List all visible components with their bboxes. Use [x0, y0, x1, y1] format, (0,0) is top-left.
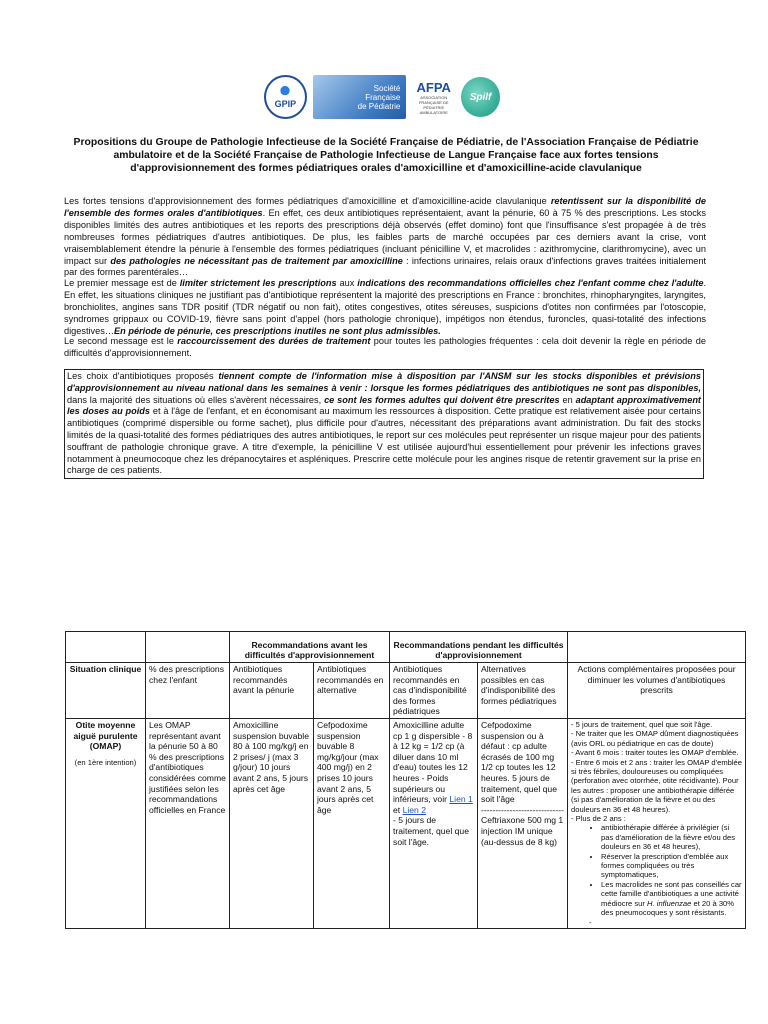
text-span: Amoxicilline adulte cp 1 g dispersible - 8 à 12 kg = 1/2 cp (à diluer dans 10 ml d'eau) toutes les 12 heures - Poids supérieurs ou inférieurs, voir	[393, 719, 473, 805]
action-item: - 5 jours de traitement, quel que soit l'âge.	[571, 719, 713, 729]
text-span: dans la majorité des situations où elles s'avèrent nécessaires,	[67, 394, 325, 405]
document-title: Propositions du Groupe de Pathologie Infectieuse de la Société Française de Pédiatrie, de l'Association Française de Pédiatrie ambulatoire et de la Société Française de Pathologie Infectieuse de Langue Française face aux fortes tensions d'approvisionnement des formes pédiatriques orales d'amoxicilline et d'amoxicilline-acide clavulanique	[73, 137, 699, 174]
text-span: . En effet, ces deux antibiotiques représentaient, avant la pénurie, 60 à 75 % des prescriptions. Les stocks disponibles limités des autres antibiotiques et les reports des prescriptions déjà observés (effet domino) font que l'insuffisance s'est propagée à de très nombreuses formes pédiatriques d'autres antibiotiques. De plus, les faibles parts de marché occupées par ces derniers avant la crise, vont vraisemblablement étendre la pénurie à l'ensemble des formes pédiatriques (incluant pénicilline V, et macrolides : azithromycine, clarithromycine), avec un impact sur	[64, 207, 706, 266]
link-2[interactable]: Lien 2	[402, 804, 426, 815]
emphasis-text: En période de pénurie, ces prescriptions inutiles ne sont plus admissibles.	[114, 325, 441, 336]
action-item: - Plus de 2 ans :	[571, 814, 626, 824]
separator: -----------------------------	[481, 804, 565, 815]
group-header-during: Recommandations pendant les difficultés d'approvisionnement	[390, 632, 568, 663]
header-alternatives-unavailable: Alternatives possibles en cas d'indisponibilité des formes pédiatriques	[478, 663, 568, 719]
text-span: et 20 à 30% des pneumocoques y sont résistants.	[601, 898, 735, 918]
sfp-logo-line3: de Pédiatrie	[357, 101, 401, 111]
header-antibiotics-alternative: Antibiotiques recommandés en alternative	[314, 663, 390, 719]
action-item: - Ne traiter que les OMAP dûment diagnostiquées (avis ORL ou pédiatrique en cas de doute)	[571, 729, 739, 748]
alternatives-unavailable-cell	[478, 718, 568, 928]
spilf-logo-text: Spilf	[469, 91, 492, 103]
text-span: aux	[336, 278, 358, 288]
text-span: . En effet, les situations cliniques ne justifiant pas d'antibiotique représentent la majorité des prescriptions en France : bronchites, rhinopharyngites, laryngites, bronchiolites, angines sans TDR positif (TDR négatif ou non fait), otites congestives, otites séreuses, suspicions d'otites non confirmées par l'otoscopie, syndromes grippaux ou COVID-19, fièvre sans point d'appel (hors pathologie chronique), impétigos non étendus, furoncles, quasi-totalité des infections digestives…	[64, 278, 706, 336]
antibiotics-unavailable-cell	[390, 718, 478, 928]
first-message-paragraph	[64, 278, 706, 338]
emphasis-text: tiennent compte de l'information mise à disposition par l'ANSM sur les stocks disponibles et prévisions d'approvisionnement au niveau national dans les semaines à venir : lorsque les formes pédiatriques des antibiotiques ne sont pas disponibles,	[67, 371, 701, 393]
text-span: et	[393, 804, 403, 815]
text-span: Les fortes tensions d'approvisionnement des formes pédiatriques d'amoxicilline et d'amoxicilline-acide clavulanique	[64, 196, 551, 206]
actions-cell	[568, 718, 746, 928]
action-bullet-list	[571, 823, 742, 917]
action-item: - Avant 6 mois : traiter toutes les OMAP d'emblée.	[571, 748, 739, 758]
second-message-paragraph	[64, 336, 706, 360]
table-column-header-row	[66, 663, 746, 719]
list-item: • Réserver la prescription d'emblée aux formes compliquées ou très symptomatiques,	[601, 852, 742, 880]
text-span: en	[559, 394, 576, 405]
list-item	[601, 880, 742, 918]
emphasis-text: limiter strictement les prescriptions	[179, 278, 337, 288]
alternative-option: Ceftriaxone 500 mg 1 injection IM unique (au-dessus de 8 kg)	[481, 815, 564, 847]
header-percentage: % des prescriptions chez l'enfant	[146, 663, 230, 719]
situation-cell	[66, 718, 146, 928]
action-item: - Entre 6 mois et 2 ans : traiter les OMAP d'emblée si très fébriles, douloureuses ou compliquées (perforation avec otorrhée, otite récidivante). Pour les autres : proposer une antibiothérapie différée (si pas d'amélioration de la fièvre et ou des douleurs en 36 et 48 heures).	[571, 757, 743, 814]
emphasis-text: indications des recommandations officielles chez l'enfant comme chez l'adulte	[357, 278, 704, 288]
table-cell	[568, 632, 746, 663]
text-span: pour toutes les pathologies fréquentes : cela doit devenir la règle en période de difficultés d'approvisionnement.	[64, 336, 706, 358]
trailing-dash: -	[589, 917, 592, 927]
text-span: Le premier message est de	[64, 278, 180, 288]
sfp-logo-line2: Française	[365, 92, 401, 102]
intro-paragraph	[64, 196, 706, 279]
sfp-logo	[313, 75, 406, 119]
header-situation: Situation clinique	[66, 663, 146, 719]
logo-strip	[264, 72, 500, 122]
situation-note: (en 1ère intention)	[74, 757, 137, 767]
emphasis-text: ce sont les formes adultes qui doivent être prescrites	[324, 394, 560, 405]
table-cell	[146, 632, 230, 663]
antibiotics-before-cell: Amoxicilline suspension buvable 80 à 100 mg/kg/j en 2 prises/ j (max 3 g/jour) 10 jours avant 2 ans, 5 jours après cet âge	[230, 718, 314, 928]
text-span: Les choix d'antibiotiques proposés	[67, 371, 219, 381]
afpa-logo	[412, 74, 455, 120]
emphasis-text: retentissent sur la disponibilité de l'ensemble des formes orales d'antibiotiques	[64, 196, 706, 218]
group-header-before: Recommandations avant les difficultés d'approvisionnement	[230, 632, 390, 663]
spilf-logo	[461, 77, 500, 117]
situation-name: Otite moyenne aiguë purulente (OMAP)	[73, 719, 138, 752]
afpa-logo-text: AFPA	[416, 79, 451, 95]
recommendations-table	[65, 631, 746, 929]
table-cell	[66, 632, 146, 663]
text-span: Les macrolides ne sont pas conseillés car cette famille d'antibiotiques a une activité médiocre sur	[601, 879, 742, 908]
duration-note: - 5 jours de traitement, quel que soit l'âge.	[393, 815, 469, 847]
box-paragraph	[67, 371, 701, 477]
header-actions: Actions complémentaires proposées pour diminuer les volumes d'antibiotiques prescrits	[568, 663, 746, 719]
table-row	[66, 718, 746, 928]
link-1[interactable]: Lien 1	[449, 794, 473, 805]
antibiotics-alternative-cell: Cefpodoxime suspension buvable 8 mg/kg/jour (max 400 mg/j) en 2 prises 10 jours avant 2 ans, 5 jours après cet âge	[314, 718, 390, 928]
list-item: • antibiothérapie différée à privilégier (si pas d'amélioration de la fièvre et/ou des douleurs en 36 et 48 heures),	[601, 823, 742, 851]
text-span: Le second message est le	[64, 336, 178, 346]
text-span: : infections urinaires, relais oraux d'infections graves traitées initialement par des formes parentérales…	[64, 255, 706, 278]
afpa-logo-subtitle: ASSOCIATION FRANÇAISE DE PÉDIATRIE AMBULATOIRE	[418, 94, 449, 115]
header-antibiotics-unavailable: Antibiotiques recommandés en cas d'indisponibilité des formes pédiatriques	[390, 663, 478, 719]
emphasis-text: adaptant approximativement les doses au poids	[67, 394, 701, 417]
text-span: et à l'âge de l'enfant, et en économisant au maximum les ressources à disposition. Cette pratique est relativement aisée pour certains antibiotiques (comprimé dispersible ou forme sachet), plus difficile pour d'autres, nécessitant des préparations avant administration. Du fait des stocks limités de la quasi-totalité des formes pédiatriques des autres antibiotiques, le report sur ces molécules peut représenter un risque majeur pour des patients souffrant de pathologie chronique grave. A titre d'exemple, la pénicilline V est utilisée aujourd'hui essentiellement pour prévenir les infections graves notamment à pneumocoque chez les drépanocytaires et aspléniques. Prescrire cette molécule pour les angines risque de retentir gravement sur la prise en charge de ces patients.	[67, 406, 701, 476]
gpip-emblem-icon	[275, 85, 295, 99]
italic-text: H. influenzae	[647, 898, 692, 908]
percentage-cell: Les OMAP représentant avant la pénurie 50 à 80 % des prescriptions d'antibiotiques considérées comme justifiées selon les recommandations officielles en France	[146, 718, 230, 928]
emphasis-text: raccourcissement des durées de traitement	[177, 336, 371, 346]
table-group-header-row	[66, 632, 746, 663]
emphasis-text: des pathologies ne nécessitant pas de traitement par amoxicilline	[110, 255, 403, 266]
gpip-logo-text: GPIP	[274, 99, 297, 109]
antibiotic-choice-box	[64, 369, 704, 479]
header-antibiotics-before: Antibiotiques recommandés avant la pénurie	[230, 663, 314, 719]
alternative-option: Cefpodoxime suspension ou à défaut : cp adulte écrasés de 100 mg 1/2 cp toutes les 12 heures. 5 jours de traitement, quel que soit l'âge	[481, 719, 557, 805]
sfp-logo-line1: Société	[373, 83, 401, 93]
gpip-logo	[264, 75, 307, 119]
